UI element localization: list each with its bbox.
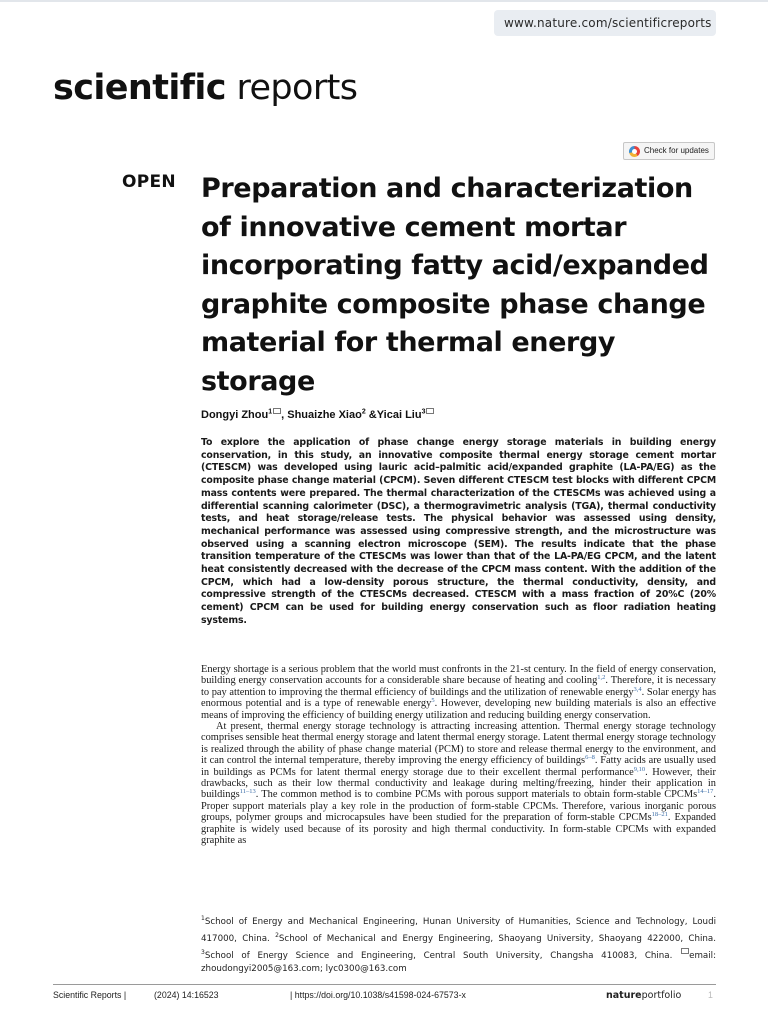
affiliations — [201, 912, 716, 976]
title-line: material for thermal energy — [201, 327, 616, 358]
page-number: 1 — [708, 990, 713, 1000]
citation-link[interactable]: 6–8 — [585, 754, 595, 762]
text-run: . Proper support materials play a key role in the production of form-stable CPCMs. Therefore, various inorganic porous groups, polymer groups and microcapsules have been studied for the preparation of form-stable CPCMs — [201, 789, 716, 824]
article-title — [201, 170, 731, 401]
email-icon[interactable] — [426, 408, 434, 414]
author-affiliation-ref: 2 — [361, 408, 366, 416]
abstract: To explore the application of phase change energy storage materials in building energy conservation, in this study, an innovative composite thermal energy storage cement mortar (CTESCM) was developed using lauric acid–palmitic acid/expanded graphite (LA-PA/EG) as the composite phase change material (CPCM). Seven different CTESCM test blocks with different CPCM mass contents were prepared. The thermal characterization of the CTESCMs was achieved using a differential scanning calorimeter (DSC), a thermogravimetric analysis (TGA), thermal conductivity tests, and heat storage/release tests. The physical behavior was assessed using density, mechanical performance was assessed using compressive strength, and the microstructure was observed using a scanning electron microscope (SEM). The results indicate that the phase transition temperature of the CTESCMs was lower than that of the LA-PA/EG CPCM, and the latent heat consistently decreased with the decrease of the CPCM mass content. With the addition of the CPCM, which had a low-density porous structure, the thermal conductivity, density, and compressive strength of the CTESCMs decreased. CTESCM with a mass fraction of 20%C (20% cement) CPCM can be used for building energy conservation such as floor radiation heating systems. — [201, 437, 716, 626]
email-icon[interactable] — [273, 408, 281, 414]
journal-url[interactable]: www.nature.com/scientificreports — [494, 10, 716, 36]
author-affiliation-ref: 3 — [421, 408, 426, 416]
author-name[interactable]: Dongyi Zhou — [201, 409, 269, 421]
nature-portfolio-logo — [606, 990, 681, 1001]
citation-link[interactable]: 11–13 — [239, 788, 256, 796]
email-addresses[interactable]: zhoudongyi2005@163.com; lyc0300@163.com — [201, 964, 407, 975]
paragraph — [201, 721, 716, 846]
citation-link[interactable]: 3,4 — [633, 685, 642, 693]
text-run: . The common method is to combine PCMs with porous support materials to obtain form-stable CPCMs — [255, 789, 698, 801]
journal-logo[interactable] — [53, 66, 357, 110]
affiliation-text: School of Mechanical and Energy Engineering, Shaoyang University, Shaoyang 422000, China. — [278, 933, 716, 944]
top-rule — [0, 0, 768, 2]
paragraph — [201, 664, 716, 721]
citation-link[interactable]: 1,2 — [597, 674, 606, 682]
check-for-updates-button[interactable] — [623, 142, 715, 160]
text-run: . However, their drawbacks, such as their low thermal conductivity and leakage during melting/freezing, hinder their application in buildings — [201, 766, 716, 801]
text-run: . Therefore, it is necessary to pay attention to improving the thermal efficiency of buildings and the utilization of renewable energy — [201, 675, 716, 698]
author-separator: & — [365, 409, 377, 421]
title-line: incorporating fatty acid/expanded — [201, 250, 709, 281]
text-run: At present, thermal energy storage technology is attracting increasing attention. Thermal energy storage technology comprises sensible heat thermal energy storage and latent thermal energy storage. Latent thermal energy storage technology is realized through the ability of phase change material (PCM) to store and release thermal energy to the environment, and it can control the internal temperature, thereby improving the energy efficiency of buildings — [201, 721, 716, 767]
title-line: graphite composite phase change — [201, 288, 706, 320]
text-run: . Solar energy has enormous potential and is a type of renewable energy — [201, 686, 716, 710]
affiliation-number: 1 — [201, 915, 205, 922]
citation-link[interactable]: 14–17 — [697, 788, 714, 796]
citation-link[interactable]: 5 — [431, 697, 435, 705]
title-line: of innovative cement mortar — [201, 211, 627, 243]
brand-regular: portfolio — [641, 990, 682, 1001]
author-name[interactable]: Shuaizhe Xiao — [287, 409, 362, 421]
affiliation-text: School of Energy and Mechanical Engineering, Hunan University of Humanities, Science and Technology, Loudi 417000, China. — [201, 916, 716, 944]
citation-link[interactable]: 18–21 — [651, 811, 668, 819]
affiliation-text: School of Energy Science and Engineering, Central South University, Changsha 410083, China. — [204, 951, 681, 962]
author-separator: , — [281, 409, 288, 421]
footer-journal: Scientific Reports | — [53, 990, 127, 1000]
footer-rule — [53, 984, 716, 985]
text-run: . Expanded graphite is widely used because of its porosity and high thermal conductivity. In form-stable CPCMs with expanded graphite as — [201, 812, 717, 847]
crossmark-icon — [629, 146, 640, 157]
author-affiliation-ref: 1 — [268, 408, 273, 416]
text-run: . Fatty acids are usually used in buildings as PCMs for latent thermal energy storage due to their excellent thermal performance — [201, 755, 717, 778]
author-list — [201, 408, 434, 421]
journal-logo-regular: reports — [225, 68, 358, 108]
brand-bold: nature — [606, 990, 642, 1001]
citation-link[interactable]: 9,10 — [633, 765, 646, 773]
check-updates-label: Check for updates — [644, 146, 709, 155]
text-run: Energy shortage is a serious problem that the world must confronts in the 21-st century. In the field of energy conservation, building energy conservation accounts for a considerable share because of heating and cooling — [201, 664, 716, 687]
open-access-label: OPEN — [122, 172, 176, 192]
footer-volume: (2024) 14:16523 — [154, 990, 219, 1000]
journal-logo-bold: scientific — [53, 68, 226, 108]
article-body — [201, 664, 716, 847]
title-line: Preparation and characterization — [201, 173, 693, 204]
email-icon — [681, 948, 689, 954]
text-run: . However, developing new building materials is also an effective means of improving the efficiency of building energy utilization and reducing building energy conservation. — [201, 698, 716, 721]
affiliation-number: 2 — [275, 932, 279, 940]
title-line: storage — [201, 365, 315, 397]
affiliation-number: 3 — [201, 949, 205, 957]
email-label: email: — [689, 951, 716, 962]
author-name[interactable]: Yicai Liu — [376, 409, 422, 421]
footer-doi-link[interactable]: | https://doi.org/10.1038/s41598-024-67573-x — [290, 990, 466, 1000]
